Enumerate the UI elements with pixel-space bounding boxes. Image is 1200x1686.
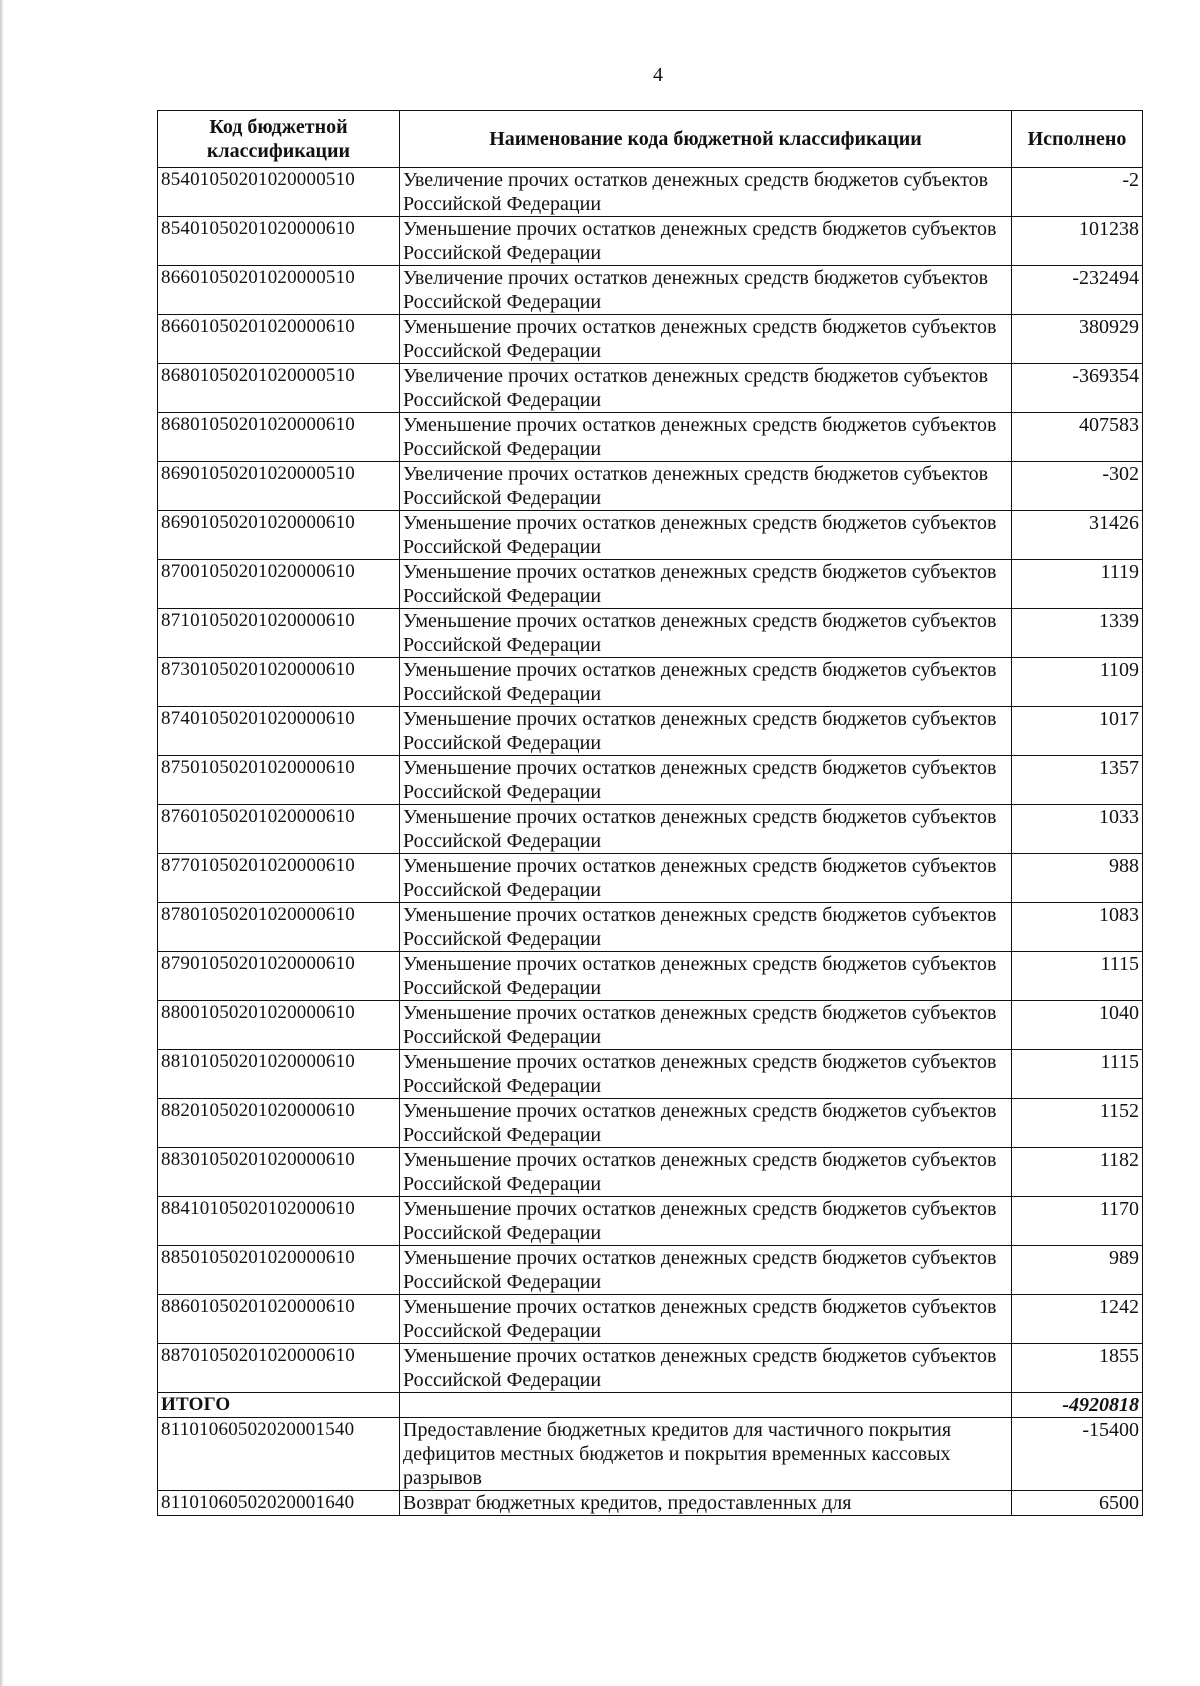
budget-code-cell: 87501050201020000610 [158,756,400,805]
budget-name-cell: Уменьшение прочих остатков денежных средств бюджетов субъектов Российской Федерации [400,1148,1012,1197]
table-row [158,952,1143,1001]
executed-amount-cell: 1115 [1012,1050,1143,1099]
table-row [158,1491,1143,1516]
executed-amount-cell: 380929 [1012,315,1143,364]
budget-code-cell: 87401050201020000610 [158,707,400,756]
executed-amount-cell: 989 [1012,1246,1143,1295]
scan-edge [0,0,4,1686]
budget-name-cell: Уменьшение прочих остатков денежных средств бюджетов субъектов Российской Федерации [400,1246,1012,1295]
table-row [158,658,1143,707]
table-body [158,168,1143,1516]
table-row [158,707,1143,756]
total-empty-cell [400,1393,1012,1418]
table-row [158,1344,1143,1393]
budget-code-cell: 87001050201020000610 [158,560,400,609]
executed-amount-cell: -15400 [1012,1418,1143,1491]
table-row [158,1099,1143,1148]
header-name: Наименование кода бюджетной классификации [400,111,1012,168]
page-number: 4 [653,64,663,86]
executed-amount-cell: 101238 [1012,217,1143,266]
budget-code-cell: 86901050201020000610 [158,511,400,560]
table-row [158,1295,1143,1344]
budget-code-cell: 88301050201020000610 [158,1148,400,1197]
budget-code-cell: 86601050201020000610 [158,315,400,364]
budget-code-cell: 86601050201020000510 [158,266,400,315]
budget-code-cell: 88501050201020000610 [158,1246,400,1295]
executed-amount-cell: 1357 [1012,756,1143,805]
budget-code-cell: 87801050201020000610 [158,903,400,952]
executed-amount-cell: 6500 [1012,1491,1143,1516]
executed-amount-cell: 1109 [1012,658,1143,707]
table-row [158,609,1143,658]
budget-name-cell: Уменьшение прочих остатков денежных средств бюджетов субъектов Российской Федерации [400,609,1012,658]
budget-code-cell: 88201050201020000610 [158,1099,400,1148]
table-row [158,168,1143,217]
executed-amount-cell: 1182 [1012,1148,1143,1197]
table-row [158,1148,1143,1197]
budget-code-cell: 88001050201020000610 [158,1001,400,1050]
budget-name-cell: Уменьшение прочих остатков денежных средств бюджетов субъектов Российской Федерации [400,1001,1012,1050]
budget-code-cell: 85401050201020000610 [158,217,400,266]
table-row [158,364,1143,413]
executed-amount-cell: 1855 [1012,1344,1143,1393]
budget-code-cell: 88101050201020000610 [158,1050,400,1099]
executed-amount-cell: 1017 [1012,707,1143,756]
table-row [158,315,1143,364]
table-row [158,560,1143,609]
budget-name-cell: Уменьшение прочих остатков денежных средств бюджетов субъектов Российской Федерации [400,854,1012,903]
budget-code-cell: 81101060502020001540 [158,1418,400,1491]
budget-name-cell: Уменьшение прочих остатков денежных средств бюджетов субъектов Российской Федерации [400,217,1012,266]
executed-amount-cell: 1339 [1012,609,1143,658]
table-row [158,1050,1143,1099]
table-row [158,217,1143,266]
budget-code-cell: 85401050201020000510 [158,168,400,217]
budget-code-cell: 88410105020102000610 [158,1197,400,1246]
executed-amount-cell: -232494 [1012,266,1143,315]
executed-amount-cell: 1083 [1012,903,1143,952]
budget-name-cell: Уменьшение прочих остатков денежных средств бюджетов субъектов Российской Федерации [400,413,1012,462]
budget-table [157,110,1143,1516]
budget-name-cell: Уменьшение прочих остатков денежных средств бюджетов субъектов Российской Федерации [400,1197,1012,1246]
budget-name-cell: Увеличение прочих остатков денежных средств бюджетов субъектов Российской Федерации [400,168,1012,217]
table-row [158,756,1143,805]
table-row [158,1001,1143,1050]
budget-code-cell: 87101050201020000610 [158,609,400,658]
budget-name-cell: Уменьшение прочих остатков денежных средств бюджетов субъектов Российской Федерации [400,756,1012,805]
budget-name-cell: Уменьшение прочих остатков денежных средств бюджетов субъектов Российской Федерации [400,560,1012,609]
executed-amount-cell: 1152 [1012,1099,1143,1148]
total-label: ИТОГО [158,1393,400,1418]
executed-amount-cell: 1119 [1012,560,1143,609]
budget-code-cell: 86901050201020000510 [158,462,400,511]
budget-name-cell: Уменьшение прочих остатков денежных средств бюджетов субъектов Российской Федерации [400,903,1012,952]
table-header-row [158,111,1143,168]
budget-name-cell: Уменьшение прочих остатков денежных средств бюджетов субъектов Российской Федерации [400,952,1012,1001]
budget-code-cell: 86801050201020000510 [158,364,400,413]
budget-name-cell: Уменьшение прочих остатков денежных средств бюджетов субъектов Российской Федерации [400,1050,1012,1099]
budget-code-cell: 88701050201020000610 [158,1344,400,1393]
budget-name-cell: Уменьшение прочих остатков денежных средств бюджетов субъектов Российской Федерации [400,1344,1012,1393]
budget-name-cell: Уменьшение прочих остатков денежных средств бюджетов субъектов Российской Федерации [400,805,1012,854]
budget-code-cell: 87601050201020000610 [158,805,400,854]
budget-name-cell: Предоставление бюджетных кредитов для частичного покрытия дефицитов местных бюджетов и покрытия временных кассовых разрывов [400,1418,1012,1491]
budget-name-cell: Уменьшение прочих остатков денежных средств бюджетов субъектов Российской Федерации [400,511,1012,560]
budget-name-cell: Уменьшение прочих остатков денежных средств бюджетов субъектов Российской Федерации [400,315,1012,364]
budget-name-cell: Увеличение прочих остатков денежных средств бюджетов субъектов Российской Федерации [400,266,1012,315]
budget-code-cell: 86801050201020000610 [158,413,400,462]
executed-amount-cell: 1040 [1012,1001,1143,1050]
budget-code-cell: 87701050201020000610 [158,854,400,903]
table-row [158,854,1143,903]
executed-amount-cell: 1242 [1012,1295,1143,1344]
table-row [158,805,1143,854]
budget-name-cell: Увеличение прочих остатков денежных средств бюджетов субъектов Российской Федерации [400,462,1012,511]
budget-code-cell: 88601050201020000610 [158,1295,400,1344]
executed-amount-cell: 1170 [1012,1197,1143,1246]
budget-code-cell: 87901050201020000610 [158,952,400,1001]
executed-amount-cell: 407583 [1012,413,1143,462]
budget-name-cell: Уменьшение прочих остатков денежных средств бюджетов субъектов Российской Федерации [400,1099,1012,1148]
table-row [158,903,1143,952]
executed-amount-cell: 1115 [1012,952,1143,1001]
executed-amount-cell: -2 [1012,168,1143,217]
header-code: Код бюджетной классификации [158,111,400,168]
executed-amount-cell: 1033 [1012,805,1143,854]
header-executed: Исполнено [1012,111,1143,168]
table-row [158,266,1143,315]
budget-code-cell: 87301050201020000610 [158,658,400,707]
executed-amount-cell: 988 [1012,854,1143,903]
budget-name-cell: Возврат бюджетных кредитов, предоставленных для [400,1491,1012,1516]
table-row [158,1246,1143,1295]
total-row [158,1393,1143,1418]
total-amount: -4920818 [1012,1393,1143,1418]
budget-code-cell: 81101060502020001640 [158,1491,400,1516]
executed-amount-cell: 31426 [1012,511,1143,560]
budget-name-cell: Уменьшение прочих остатков денежных средств бюджетов субъектов Российской Федерации [400,658,1012,707]
budget-name-cell: Уменьшение прочих остатков денежных средств бюджетов субъектов Российской Федерации [400,707,1012,756]
table-row [158,413,1143,462]
executed-amount-cell: -369354 [1012,364,1143,413]
table-row [158,1418,1143,1491]
budget-name-cell: Уменьшение прочих остатков денежных средств бюджетов субъектов Российской Федерации [400,1295,1012,1344]
executed-amount-cell: -302 [1012,462,1143,511]
table-row [158,1197,1143,1246]
table-row [158,511,1143,560]
budget-name-cell: Увеличение прочих остатков денежных средств бюджетов субъектов Российской Федерации [400,364,1012,413]
table-row [158,462,1143,511]
